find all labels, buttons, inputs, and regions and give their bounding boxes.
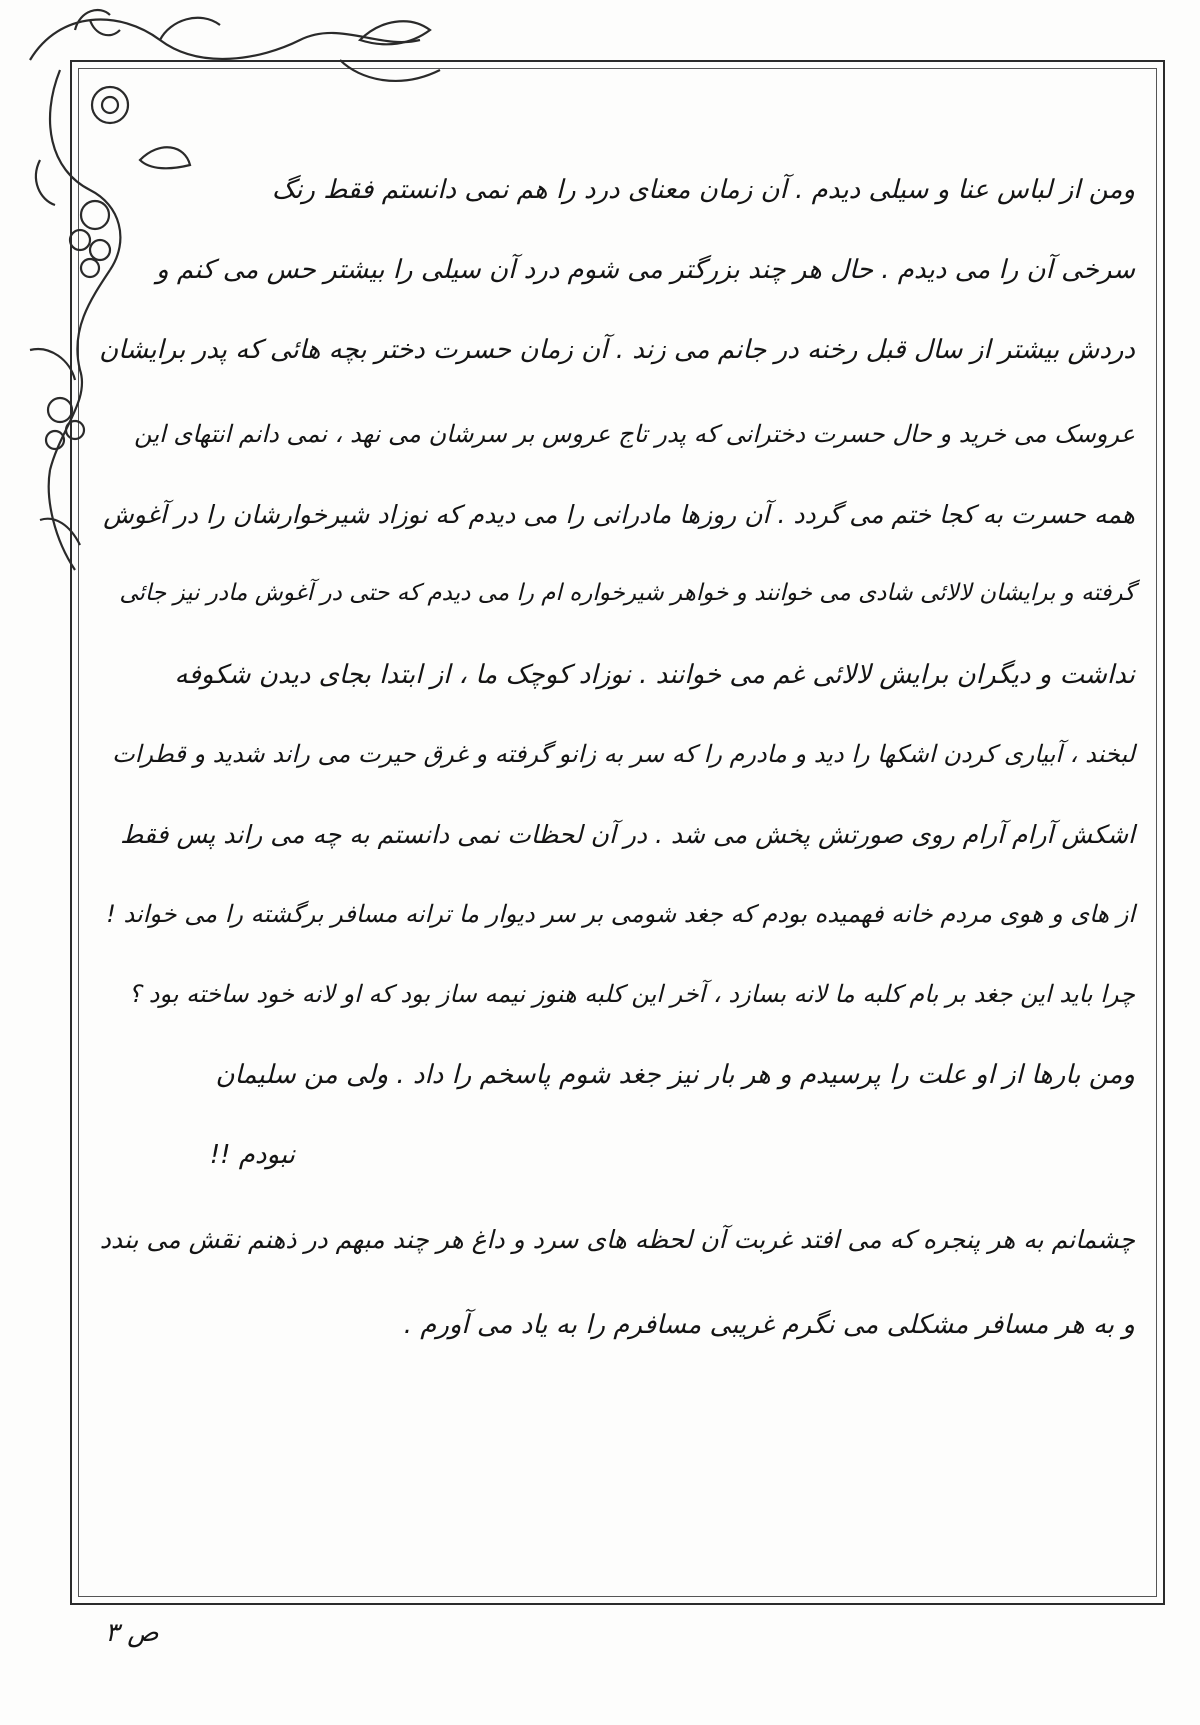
page-number: ص ۳ <box>105 1618 159 1648</box>
text-line: همه حسرت به کجا ختم می گردد . آن روزها مادرانی را می دیدم که نوزاد شیرخوارشان را در آغوش <box>103 500 1135 529</box>
text-line: گرفته و برایشان لالائی شادی می خوانند و خواهر شیرخواره ام را می دیدم که حتی در آغوش مادر نیز جائی <box>119 580 1135 606</box>
scan-speckle <box>1030 1690 1110 1708</box>
text-line: لبخند ، آبیاری کردن اشکها را دید و مادرم را که سر به زانو گرفته و غرق حیرت می راند شدید و قطرات <box>112 740 1135 768</box>
handwritten-text-block <box>95 160 1135 1510</box>
text-line: دردش بیشتر از سال قبل رخنه در جانم می زند . آن زمان حسرت دختر بچه هائی که پدر برایشان <box>99 335 1135 365</box>
text-line: ومن از لباس عنا و سیلی دیدم . آن زمان معنای درد را هم نمی دانستم فقط رنگ <box>271 175 1135 205</box>
text-line: نبودم !! <box>209 1140 295 1170</box>
text-line: چرا باید این جغد بر بام کلبه ما لانه بسازد ، آخر این کلبه هنوز نیمه ساز بود که او لانه خود ساخته بود ؟ <box>128 980 1135 1008</box>
text-line: از های و هوی مردم خانه فهمیده بودم که جغد شومی بر سر دیوار ما ترانه مسافر برگشته را می خواند ! <box>106 900 1135 928</box>
text-line: اشکش آرام آرام روی صورتش پخش می شد . در آن لحظات نمی دانستم به چه می راند پس فقط <box>120 820 1135 849</box>
text-line: نداشت و دیگران برایش لالائی غم می خوانند . نوزاد کوچک ما ، از ابتدا بجای دیدن شکوفه <box>174 660 1135 690</box>
text-line: عروسک می خرید و حال حسرت دخترانی که پدر تاج عروس بر سرشان می نهد ، نمی دانم انتهای این <box>134 420 1135 448</box>
text-line: ومن بارها از او علت را پرسیدم و هر بار نیز جغد شوم پاسخم را داد . ولی من سلیمان <box>215 1060 1135 1090</box>
text-line: سرخی آن را می دیدم . حال هر چند بزرگتر می شوم درد آن سیلی را بیشتر حس می کنم و <box>156 255 1135 285</box>
text-line: چشمانم به هر پنجره که می افتد غربت آن لحظه های سرد و داغ هر چند مبهم در ذهنم نقش می بندد <box>99 1225 1135 1254</box>
text-line: و به هر مسافر مشکلی می نگرم غریبی مسافرم را به یاد می آورم . <box>403 1310 1135 1340</box>
